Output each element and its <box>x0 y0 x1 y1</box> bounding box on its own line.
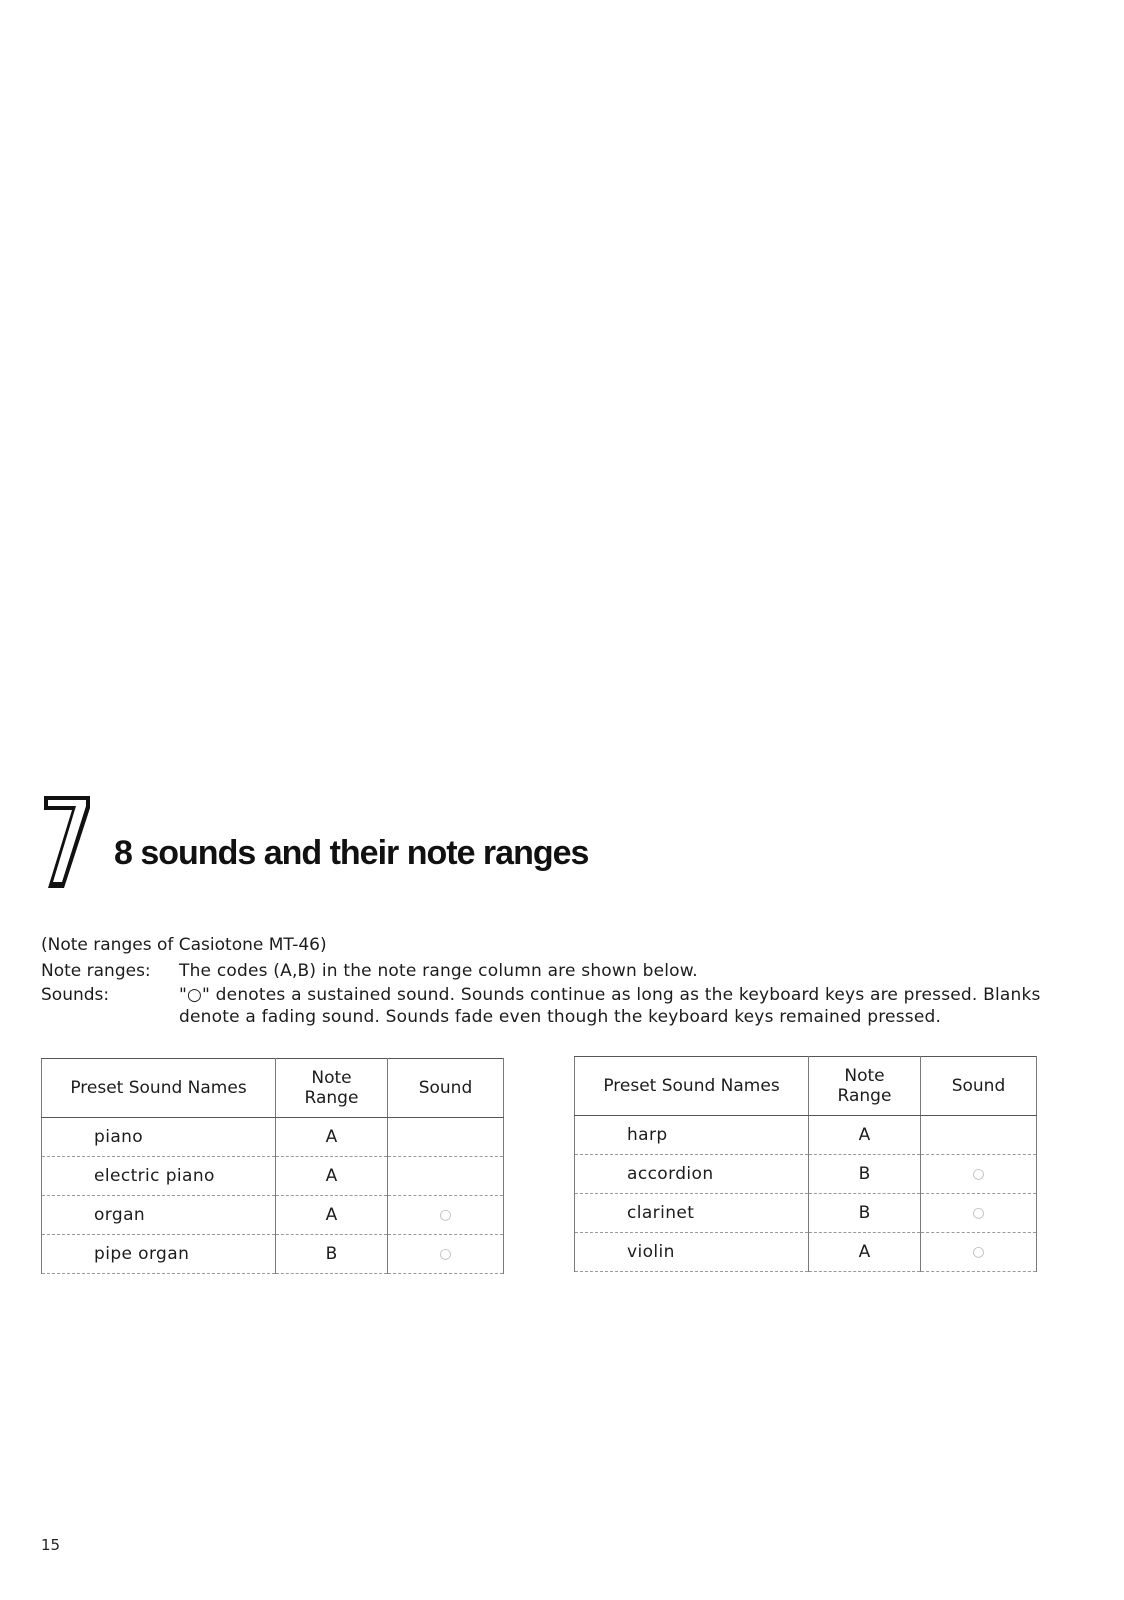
note-range-cell: A <box>809 1116 921 1155</box>
note-range-cell: B <box>809 1194 921 1233</box>
header-note-range-line1: Note <box>844 1066 885 1086</box>
note-ranges-text: The codes (A,B) in the note range column are shown below. <box>179 961 698 981</box>
table-header-row <box>42 1059 504 1118</box>
header-note-range <box>809 1057 921 1116</box>
sound-name-cell: clarinet <box>575 1194 809 1233</box>
table-header-row <box>575 1057 1037 1116</box>
section-title: 8 sounds and their note ranges <box>114 834 589 872</box>
note-range-cell: A <box>276 1118 388 1157</box>
sound-name-cell: harp <box>575 1116 809 1155</box>
sound-type-cell: ○ <box>388 1235 504 1274</box>
sound-name-cell: violin <box>575 1233 809 1272</box>
sound-name-cell: organ <box>42 1196 276 1235</box>
sound-type-cell: ○ <box>388 1196 504 1235</box>
sound-type-cell <box>921 1116 1037 1155</box>
page-number: 15 <box>41 1536 61 1554</box>
sounds-definition <box>41 984 1061 1028</box>
sound-name-cell: accordion <box>575 1155 809 1194</box>
sound-type-cell <box>388 1157 504 1196</box>
note-range-cell: A <box>809 1233 921 1272</box>
header-note-range-line1: Note <box>311 1068 352 1088</box>
table-row <box>575 1116 1037 1155</box>
table-row <box>42 1196 504 1235</box>
header-sound: Sound <box>388 1059 504 1118</box>
table-row <box>575 1194 1037 1233</box>
header-note-range-line2: Range <box>837 1086 892 1106</box>
note-range-cell: B <box>276 1235 388 1274</box>
sound-type-cell: ○ <box>921 1194 1037 1233</box>
note-ranges-label: Note ranges: <box>41 961 151 981</box>
sound-name-cell: piano <box>42 1118 276 1157</box>
section-number-seven <box>38 794 92 890</box>
table-row <box>575 1155 1037 1194</box>
header-preset-sound-names: Preset Sound Names <box>575 1057 809 1116</box>
sound-type-cell: ○ <box>921 1233 1037 1272</box>
sound-type-cell: ○ <box>921 1155 1037 1194</box>
sounds-text: "○" denotes a sustained sound. Sounds continue as long as the keyboard keys are pressed. Blanks denote a fading sound. Sounds fade even though the keyboard keys remained pressed. <box>179 985 1041 1027</box>
sound-table-right <box>574 1056 1037 1272</box>
table-row <box>42 1118 504 1157</box>
note-range-cell: A <box>276 1157 388 1196</box>
header-note-range-line2: Range <box>304 1088 359 1108</box>
table-row <box>42 1235 504 1274</box>
note-ranges-definition <box>41 960 1061 982</box>
sound-name-cell: electric piano <box>42 1157 276 1196</box>
sound-table-left <box>41 1058 504 1274</box>
sound-name-cell: pipe organ <box>42 1235 276 1274</box>
intro-block <box>41 934 1061 1030</box>
sounds-label: Sounds: <box>41 985 110 1005</box>
header-preset-sound-names: Preset Sound Names <box>42 1059 276 1118</box>
table-row <box>575 1233 1037 1272</box>
header-sound: Sound <box>921 1057 1037 1116</box>
note-range-cell: B <box>809 1155 921 1194</box>
sound-type-cell <box>388 1118 504 1157</box>
header-note-range <box>276 1059 388 1118</box>
table-row <box>42 1157 504 1196</box>
note-range-cell: A <box>276 1196 388 1235</box>
intro-subtitle: (Note ranges of Casiotone MT-46) <box>41 935 327 955</box>
